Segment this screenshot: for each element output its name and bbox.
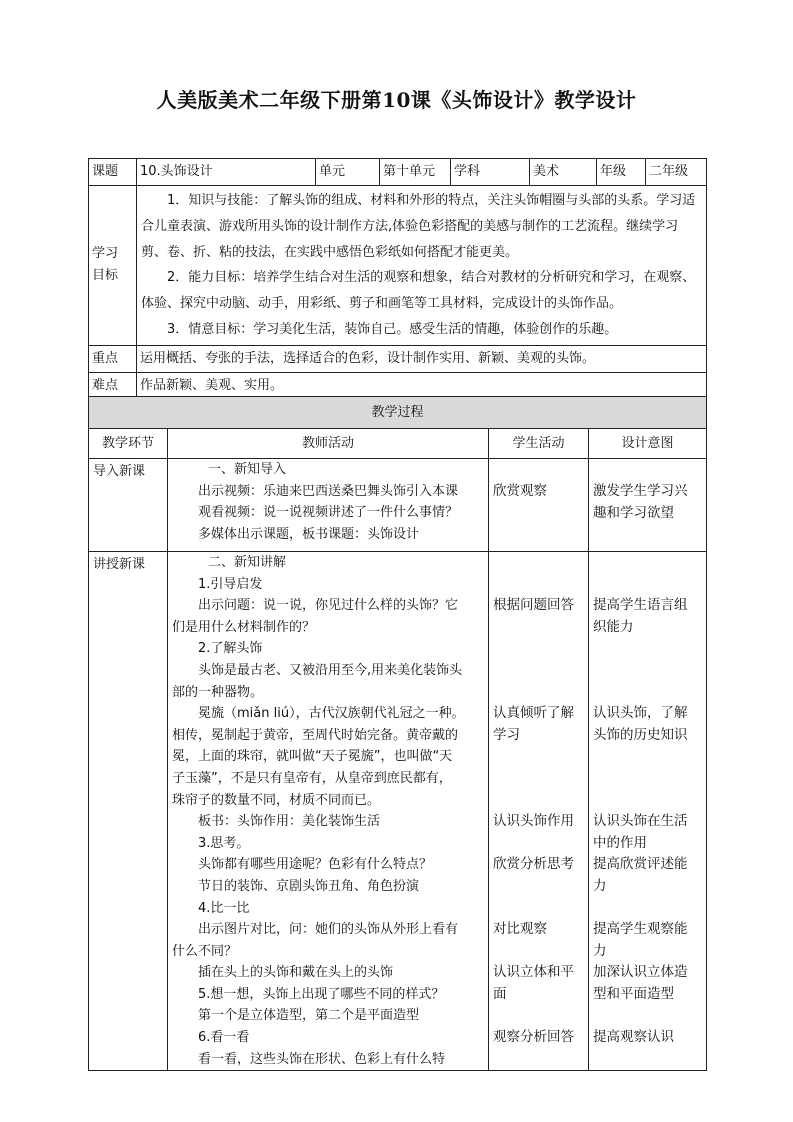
header-intent: 设计意图 xyxy=(589,429,707,459)
unit-value: 第十单元 xyxy=(380,159,451,186)
grade-value: 二年级 xyxy=(646,159,707,186)
goals-label: 学习 目标 xyxy=(89,186,137,346)
goal-ability: 2．能力目标：培养学生结合对生活的观察和想象，结合对教材的分析研究和学习，在观察、体验、探究中动脑、动手，用彩纸、剪子和画笔等工具材料，完成设计的头饰作品。 xyxy=(141,270,696,312)
goal-knowledge: 1．知识与技能：了解头饰的组成、材料和外形的特点，关注头饰帽圈与头部的头系。学习适合儿童表演、游戏所用头饰的设计制作方法,体验色彩搭配的美感与制作的工艺流程。继续学习剪、卷、折、粘的技法，在实践中感悟色彩纸如何搭配才能更美。 xyxy=(141,193,696,260)
info-row-goals xyxy=(89,186,707,346)
page-title: 人美版美术二年级下册第10课《头饰设计》教学设计 xyxy=(156,88,637,112)
grade-label: 年级 xyxy=(597,159,646,186)
key-value: 运用概括、夸张的手法，选择适合的色彩，设计制作实用、新颖、美观的头饰。 xyxy=(137,345,707,372)
topic-label: 课题 xyxy=(89,159,137,186)
unit-label: 单元 xyxy=(316,159,380,186)
process-header-row xyxy=(89,429,707,459)
info-row-topic xyxy=(89,159,707,186)
header-stage: 教学环节 xyxy=(89,429,168,459)
student-lesson: 根据问题回答 认真倾听了解 学习 认识头饰作用 欣赏分析思考 对比观察 认识立体和平 面 观察分析回答 xyxy=(489,552,589,1071)
process-section-row xyxy=(89,397,707,429)
stage-intro: 导入新课 xyxy=(89,459,168,552)
goal-emotion: 3．情意目标：学习美化生活，装饰自己。感受生活的情趣，体验创作的乐趣。 xyxy=(167,321,618,337)
topic-value: 10.头饰设计 xyxy=(137,159,316,186)
intent-lesson: 提高学生语言组 织能力 认识头饰，了解 头饰的历史知识 认识头饰在生活 中的作用 提高欣赏评述能 力 提高学生观察能 力 加深认识立体造 型和平面造型 提高观察认识 xyxy=(589,552,707,1071)
process-section-title: 教学过程 xyxy=(89,397,707,429)
process-row-intro xyxy=(89,459,707,552)
intent-intro: 激发学生学习兴 趣和学习欲望 xyxy=(589,459,707,552)
lesson-info-table xyxy=(88,158,707,400)
student-intro: 欣赏观察 xyxy=(489,459,589,552)
subject-value: 美术 xyxy=(530,159,597,186)
info-row-key xyxy=(89,345,707,372)
process-row-lesson xyxy=(89,552,707,1071)
teacher-lesson: 二、新知讲解 1.引导启发 出示问题：说一说，你见过什么样的头饰？它 们是用什么材料制作的？ 2.了解头饰 头饰是最古老、又被沿用至今,用来美化装饰头 部的一种器物。 冕旒（miǎn liú），古代汉族朝代礼冠之一种。 相传，冕制起于黄帝，至周代时始完备。黄帝戴的 冕，上面的珠帘，就叫做“天子冕旒”，也叫做“天 子玉藻”，不是只有皇帝有，从皇帝到庶民都有， 珠帘子的数量不同，材质不同而已。 板书：头饰作用：美化装饰生活 3.思考。 头饰都有哪些用途呢？色彩有什么特点？ 节日的装饰、京剧头饰丑角、角色扮演 4.比一比 出示图片对比，问：她们的头饰从外形上看有 什么不同？ 插在头上的头饰和戴在头上的头饰 5.想一想，头饰上出现了哪些不同的样式？ 第一个是立体造型，第二个是平面造型 6.看一看 看一看，这些头饰在形状、色彩上有什么特 xyxy=(168,552,489,1071)
difficulty-label: 难点 xyxy=(89,372,137,399)
subject-label: 学科 xyxy=(451,159,530,186)
header-teacher: 教师活动 xyxy=(168,429,489,459)
key-label: 重点 xyxy=(89,345,137,372)
header-student: 学生活动 xyxy=(489,429,589,459)
teaching-process-table xyxy=(88,396,707,1071)
stage-lesson: 讲授新课 xyxy=(89,552,168,1071)
teacher-intro: 一、新知导入 出示视频：乐迪来巴西送桑巴舞头饰引入本课 观看视频：说一说视频讲述了一件什么事情？ 多媒体出示课题，板书课题：头饰设计 xyxy=(168,459,489,552)
goals-content xyxy=(137,186,707,346)
difficulty-value: 作品新颖、美观、实用。 xyxy=(137,372,707,399)
